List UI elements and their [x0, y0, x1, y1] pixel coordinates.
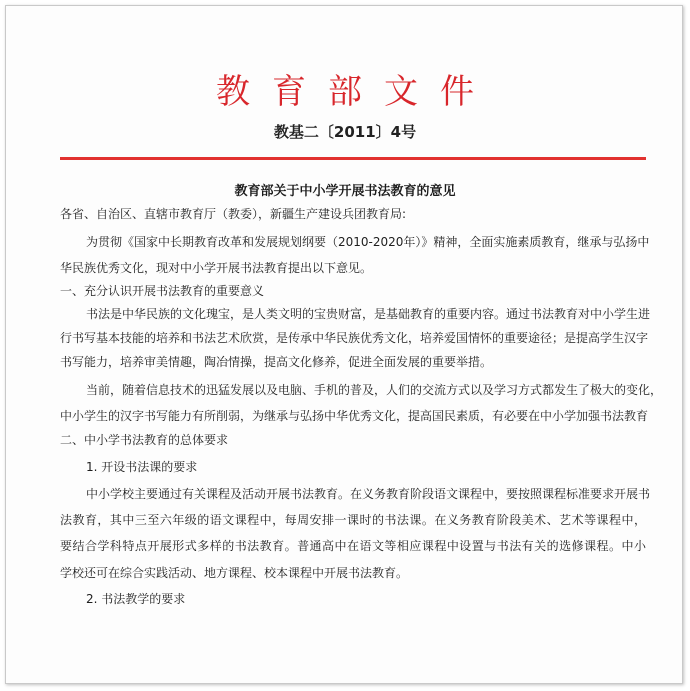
section-title: 二、中小学书法教育的总体要求 — [60, 433, 229, 447]
document-number: 教基二〔2011〕4号 — [273, 123, 417, 141]
paragraph-line: 要结合学科特点开展形式多样的书法教育。普通高中在语文等相应课程中设置与书法有关的选修课程。中小 — [60, 539, 646, 553]
section-title: 一、充分认识开展书法教育的重要意义 — [60, 284, 265, 298]
paragraph-line: 当前，随着信息技术的迅猛发展以及电脑、手机的普及，人们的交流方式以及学习方式都发生了极大的变化， — [86, 383, 663, 397]
document-header-title: 教育部文件 — [216, 72, 496, 112]
header-divider — [60, 157, 646, 160]
paragraph-line: 学校还可在综合实践活动、地方课程、校本课程中开展书法教育。 — [60, 566, 409, 580]
paragraph-line: 中小学校主要通过有关课程及活动开展书法教育。在义务教育阶段语文课程中，要按照课程标准要求开展书 — [86, 487, 651, 501]
document-heading: 教育部关于中小学开展书法教育的意见 — [234, 184, 456, 199]
subsection-title: 2. 书法教学的要求 — [86, 592, 186, 606]
subsection-title: 1. 开设书法课的要求 — [86, 460, 198, 474]
paragraph-line: 中小学生的汉字书写能力有所削弱，为继承与弘扬中华优秀文化，提高国民素质，有必要在中小学加强书法教育 — [60, 409, 649, 423]
intro-line: 为贯彻《国家中长期教育改革和发展规划纲要（2010-2020年）》精神，全面实施素质教育，继承与弘扬中 — [86, 235, 650, 249]
paragraph-line: 法教育，其中三至六年级的语文课程中，每周安排一课时的书法课。在义务教育阶段美术、艺术等课程中， — [60, 513, 646, 527]
intro-line: 华民族优秀文化，现对中小学开展书法教育提出以下意见。 — [60, 261, 373, 275]
paragraph-line: 行书写基本技能的培养和书法艺术欣赏，是传承中华民族优秀文化，培养爱国情怀的重要途径；是提高学生汉字 — [60, 331, 649, 345]
salutation: 各省、自治区、直辖市教育厅（教委），新疆生产建设兵团教育局: — [60, 207, 407, 221]
paragraph-line: 书写能力，培养审美情趣，陶冶情操，提高文化修养，促进全面发展的重要举措。 — [60, 355, 493, 369]
paragraph-line: 书法是中华民族的文化瑰宝，是人类文明的宝贵财富，是基础教育的重要内容。通过书法教育对中小学生进 — [86, 307, 651, 321]
